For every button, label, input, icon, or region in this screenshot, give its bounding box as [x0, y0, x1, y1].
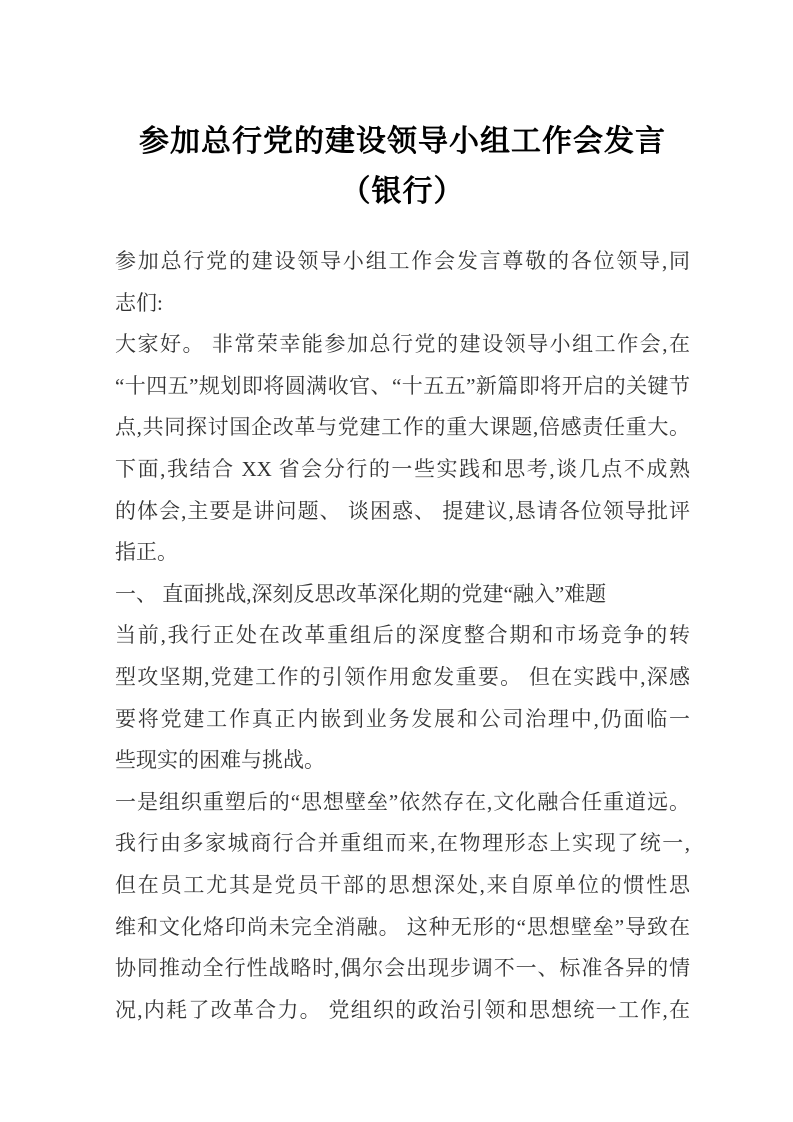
text-line: 点,共同探讨国企改革与党建工作的重大课题,倍感责任重大。 — [115, 415, 690, 440]
text-line: 指正。 — [115, 540, 178, 565]
text-line: 的体会,主要是讲问题、 谈困惑、 提建议,恳请各位领导批评 — [115, 498, 690, 523]
text-line: 下面,我结合 XX 省会分行的一些实践和思考,谈几点不成熟 — [115, 456, 690, 481]
text-line: 但在员工尤其是党员干部的思想深处,来自原单位的惯性思 — [115, 872, 690, 897]
text-line: 参加总行党的建设领导小组工作会发言尊敬的各位领导,同 — [115, 249, 690, 273]
text-line: “十四五”规划即将圆满收官、“十五五”新篇即将开启的关键节 — [115, 373, 690, 398]
text-line: 我行由多家城商行合并重组而来,在物理形态上实现了统一, — [115, 831, 690, 856]
text-line: 些现实的困难与挑战。 — [115, 748, 325, 773]
text-line: 大家好。 非常荣幸能参加总行党的建设领导小组工作会,在 — [115, 332, 690, 357]
text-line: 要将党建工作真正内嵌到业务发展和公司治理中,仍面临一 — [115, 706, 690, 731]
text-line: 况,内耗了改革合力。 党组织的政治引领和思想统一工作,在 — [115, 997, 690, 1022]
text-line: 型攻坚期,党建工作的引领作用愈发重要。 但在实践中,深感 — [115, 664, 690, 689]
document-body — [115, 241, 690, 1031]
document-title: 参加总行党的建设领导小组工作会发言（银行） — [139, 125, 666, 208]
section-heading-line: 一、 直面挑战,深刻反思改革深化期的党建“融入”难题 — [115, 581, 607, 606]
text-line: 协同推动全行性战略时,偶尔会出现步调不一、标准各异的情 — [115, 956, 690, 981]
text-line: 志们: — [115, 290, 163, 315]
document-content — [0, 117, 793, 1031]
text-line: 一是组织重塑后的“思想壁垒”依然存在,文化融合任重道远。 — [115, 789, 690, 814]
text-line: 维和文化烙印尚未完全消融。 这种无形的“思想壁垒”导致在 — [115, 914, 690, 939]
text-line: 当前,我行正处在改革重组后的深度整合期和市场竞争的转 — [115, 623, 690, 648]
